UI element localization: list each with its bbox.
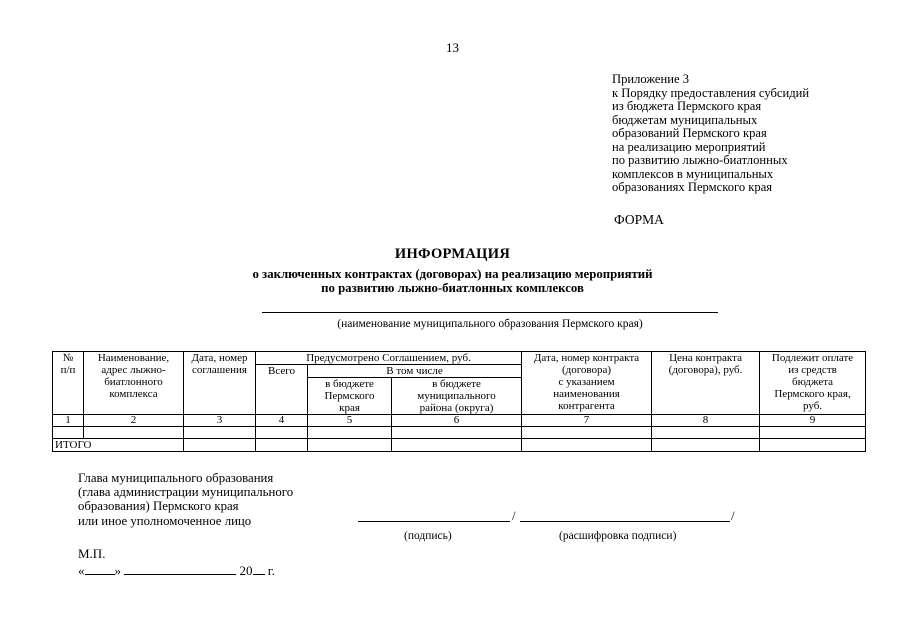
subtitle-line-2: по развитию лыжно-биатлонных комплексов — [321, 281, 584, 295]
column-number: 5 — [308, 415, 392, 427]
table-cell[interactable] — [760, 427, 866, 439]
table-cell[interactable] — [53, 427, 84, 439]
form-label: ФОРМА — [614, 212, 664, 227]
table-cell[interactable] — [308, 427, 392, 439]
table-cell[interactable] — [84, 427, 184, 439]
stamp-label: М.П. — [78, 546, 106, 561]
header-text: бюджета — [792, 376, 834, 388]
appendix-line: на реализацию мероприятий — [612, 139, 766, 154]
appendix-line: по развитию лыжно-биатлонных — [612, 153, 788, 167]
column-number: 4 — [256, 415, 308, 427]
signatory-line: образования) Пермского края — [78, 499, 239, 514]
date-day-field[interactable] — [85, 562, 115, 575]
signature-separator: / — [731, 508, 735, 523]
table-cell[interactable] — [184, 427, 256, 439]
header-text: руб. — [803, 400, 823, 412]
table-cell[interactable] — [392, 439, 522, 452]
header-text: № — [62, 352, 74, 364]
table-cell[interactable] — [256, 439, 308, 452]
appendix-line: образованиях Пермского края — [612, 180, 773, 194]
header-text: в бюджете — [325, 378, 374, 390]
header-contract — [522, 352, 652, 415]
header-including: В том числе — [308, 365, 522, 378]
date-line — [78, 562, 275, 579]
header-text: Цена контракта — [669, 352, 742, 364]
municipality-caption: (наименование муниципального образования Пермского края) — [337, 318, 643, 330]
header-text: с указанием — [558, 376, 615, 388]
date-month-field[interactable] — [124, 562, 236, 575]
table-cell[interactable] — [522, 427, 652, 439]
signature-caption: (подпись) — [404, 530, 452, 542]
appendix-line: комплексов в муниципальных — [612, 166, 774, 181]
date-open-quote: « — [78, 563, 85, 578]
total-label: ИТОГО — [53, 439, 184, 452]
column-number: 2 — [84, 415, 184, 427]
signatory-block — [78, 471, 293, 528]
column-number: 9 — [760, 415, 866, 427]
header-text: (договора), руб. — [668, 364, 743, 376]
table-cell[interactable] — [256, 427, 308, 439]
header-municipal-budget — [392, 378, 522, 415]
header-text: Дата, номер контракта — [533, 352, 640, 364]
header-text: Дата, номер — [191, 352, 248, 364]
header-total: Всего — [256, 365, 308, 415]
header-text: комплекса — [109, 388, 158, 400]
table-row[interactable] — [53, 427, 866, 439]
signatory-line: или иное уполномоченное лицо — [78, 513, 252, 528]
header-text: Наименование, — [97, 352, 170, 364]
header-text: биатлонного — [104, 376, 163, 388]
header-text: адрес лыжно- — [101, 364, 166, 376]
header-text: района (округа) — [419, 402, 494, 414]
appendix-line: к Порядку предоставления субсидий — [612, 85, 810, 100]
table-cell[interactable] — [184, 439, 256, 452]
total-row — [53, 439, 866, 452]
header-text: Пермского — [324, 390, 375, 402]
table-cell[interactable] — [652, 427, 760, 439]
header-text: (договора) — [561, 364, 612, 376]
table-cell[interactable] — [308, 439, 392, 452]
document-subtitle — [0, 267, 905, 295]
header-text: из средств — [788, 364, 837, 376]
header-text: наименования — [553, 388, 620, 400]
date-year-suffix: г. — [267, 563, 275, 578]
appendix-line: образований Пермского края — [612, 126, 767, 140]
column-number: 8 — [652, 415, 760, 427]
appendix-line: бюджетам муниципальных — [612, 112, 758, 127]
subtitle-line-1: о заключенных контрактах (договорах) на реализацию мероприятий — [252, 267, 653, 281]
header-provided: Предусмотрено Соглашением, руб. — [256, 352, 522, 365]
table-cell[interactable] — [652, 439, 760, 452]
header-text: края — [339, 402, 360, 414]
date-close-quote: » — [114, 563, 121, 578]
column-number: 6 — [392, 415, 522, 427]
table-cell[interactable] — [760, 439, 866, 452]
appendix-line: из бюджета Пермского края — [612, 99, 762, 113]
header-agreement-date — [184, 352, 256, 415]
signatory-line: Глава муниципального образования — [78, 471, 274, 485]
document-title: ИНФОРМАЦИЯ — [394, 246, 511, 262]
header-text: в бюджете — [432, 378, 481, 390]
date-year-prefix: 20 — [239, 563, 253, 578]
header-text: Подлежит оплате — [771, 352, 854, 364]
date-year-field[interactable] — [253, 562, 265, 575]
column-number: 3 — [184, 415, 256, 427]
signature-field[interactable] — [358, 521, 510, 522]
appendix-block — [612, 73, 809, 195]
header-num — [53, 352, 84, 415]
header-text: муниципального — [417, 390, 496, 402]
appendix-line: Приложение 3 — [612, 72, 690, 86]
signature-separator: / — [512, 508, 516, 523]
table-cell[interactable] — [392, 427, 522, 439]
table-cell[interactable] — [522, 439, 652, 452]
header-price — [652, 352, 760, 415]
header-text: Пермского края, — [774, 388, 851, 400]
municipality-name-field[interactable] — [262, 312, 718, 313]
header-regional-budget — [308, 378, 392, 415]
header-text: соглашения — [192, 364, 247, 376]
column-number-row — [53, 415, 866, 427]
column-number: 1 — [53, 415, 84, 427]
column-number: 7 — [522, 415, 652, 427]
signatory-line: (глава администрации муниципального — [78, 485, 294, 500]
header-name — [84, 352, 184, 415]
signature-decode-field[interactable] — [520, 521, 730, 522]
contracts-table — [52, 351, 866, 452]
header-text: п/п — [60, 364, 76, 376]
page-number: 13 — [446, 40, 459, 55]
signature-decode-caption: (расшифровка подписи) — [559, 530, 677, 542]
header-payable — [760, 352, 866, 415]
header-text: контрагента — [558, 400, 615, 412]
